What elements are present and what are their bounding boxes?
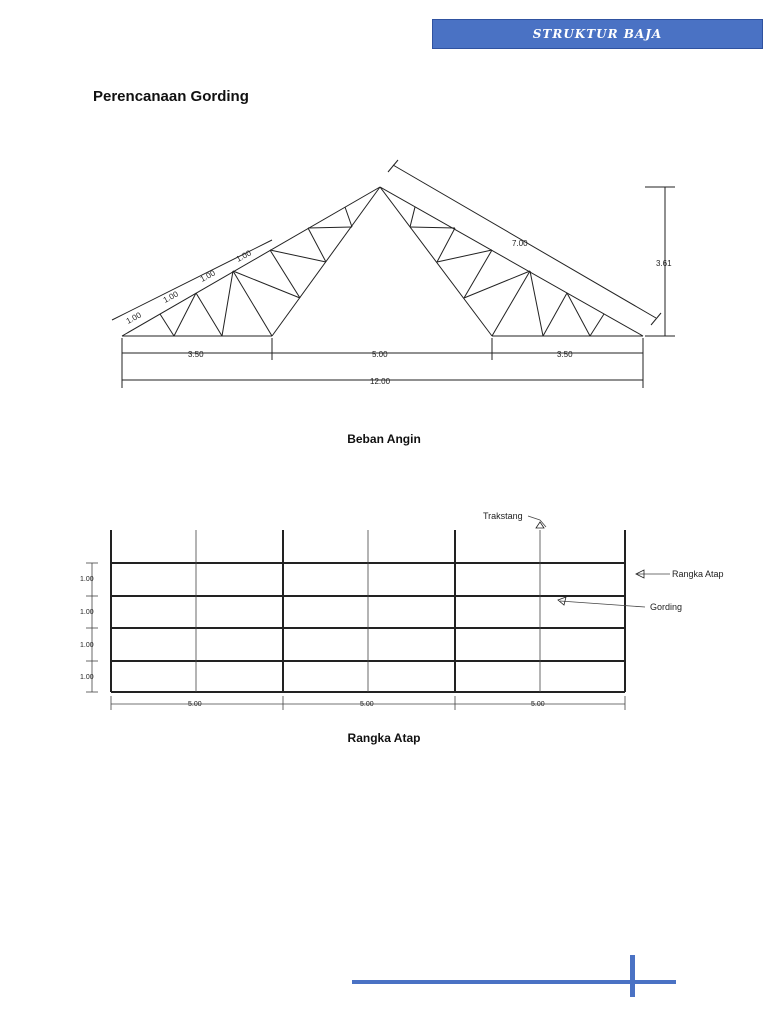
trekstang-label: Trakstang — [483, 511, 523, 521]
bay-label-3: 5.00 — [531, 701, 545, 708]
span-total-label: 12.00 — [370, 377, 391, 386]
rangka-atap-label: Rangka Atap — [672, 569, 724, 579]
truss-caption: Beban Angin — [347, 432, 421, 446]
spacing-label-3: 1.00 — [80, 642, 94, 649]
height-label: 3.61 — [656, 259, 672, 268]
roof-frame-caption: Rangka Atap — [347, 731, 421, 745]
spacing-label-4: 1.00 — [80, 674, 94, 681]
span-mid-label: 5.00 — [372, 350, 388, 359]
page-title: Perencanaan Gording — [93, 88, 249, 105]
gording-label: Gording — [650, 602, 683, 612]
footer-rule — [352, 980, 676, 984]
segment-label-1: 1.00 — [124, 310, 143, 326]
spacing-label-1: 1.00 — [80, 576, 94, 583]
segment-label-2: 1.00 — [161, 289, 180, 305]
rafter-length-label: 7.00 — [512, 239, 528, 248]
bay-label-1: 5.00 — [188, 701, 202, 708]
spacing-label-2: 1.00 — [80, 609, 94, 616]
segment-label-3: 1.00 — [198, 268, 217, 284]
span-left-label: 3.50 — [188, 350, 204, 359]
bay-label-2: 5.00 — [360, 701, 374, 708]
segment-label-4: 1.00 — [234, 248, 253, 264]
span-right-label: 3.50 — [557, 350, 573, 359]
footer-tick — [630, 955, 635, 997]
header-title: STRUKTUR BAJA — [532, 27, 663, 41]
